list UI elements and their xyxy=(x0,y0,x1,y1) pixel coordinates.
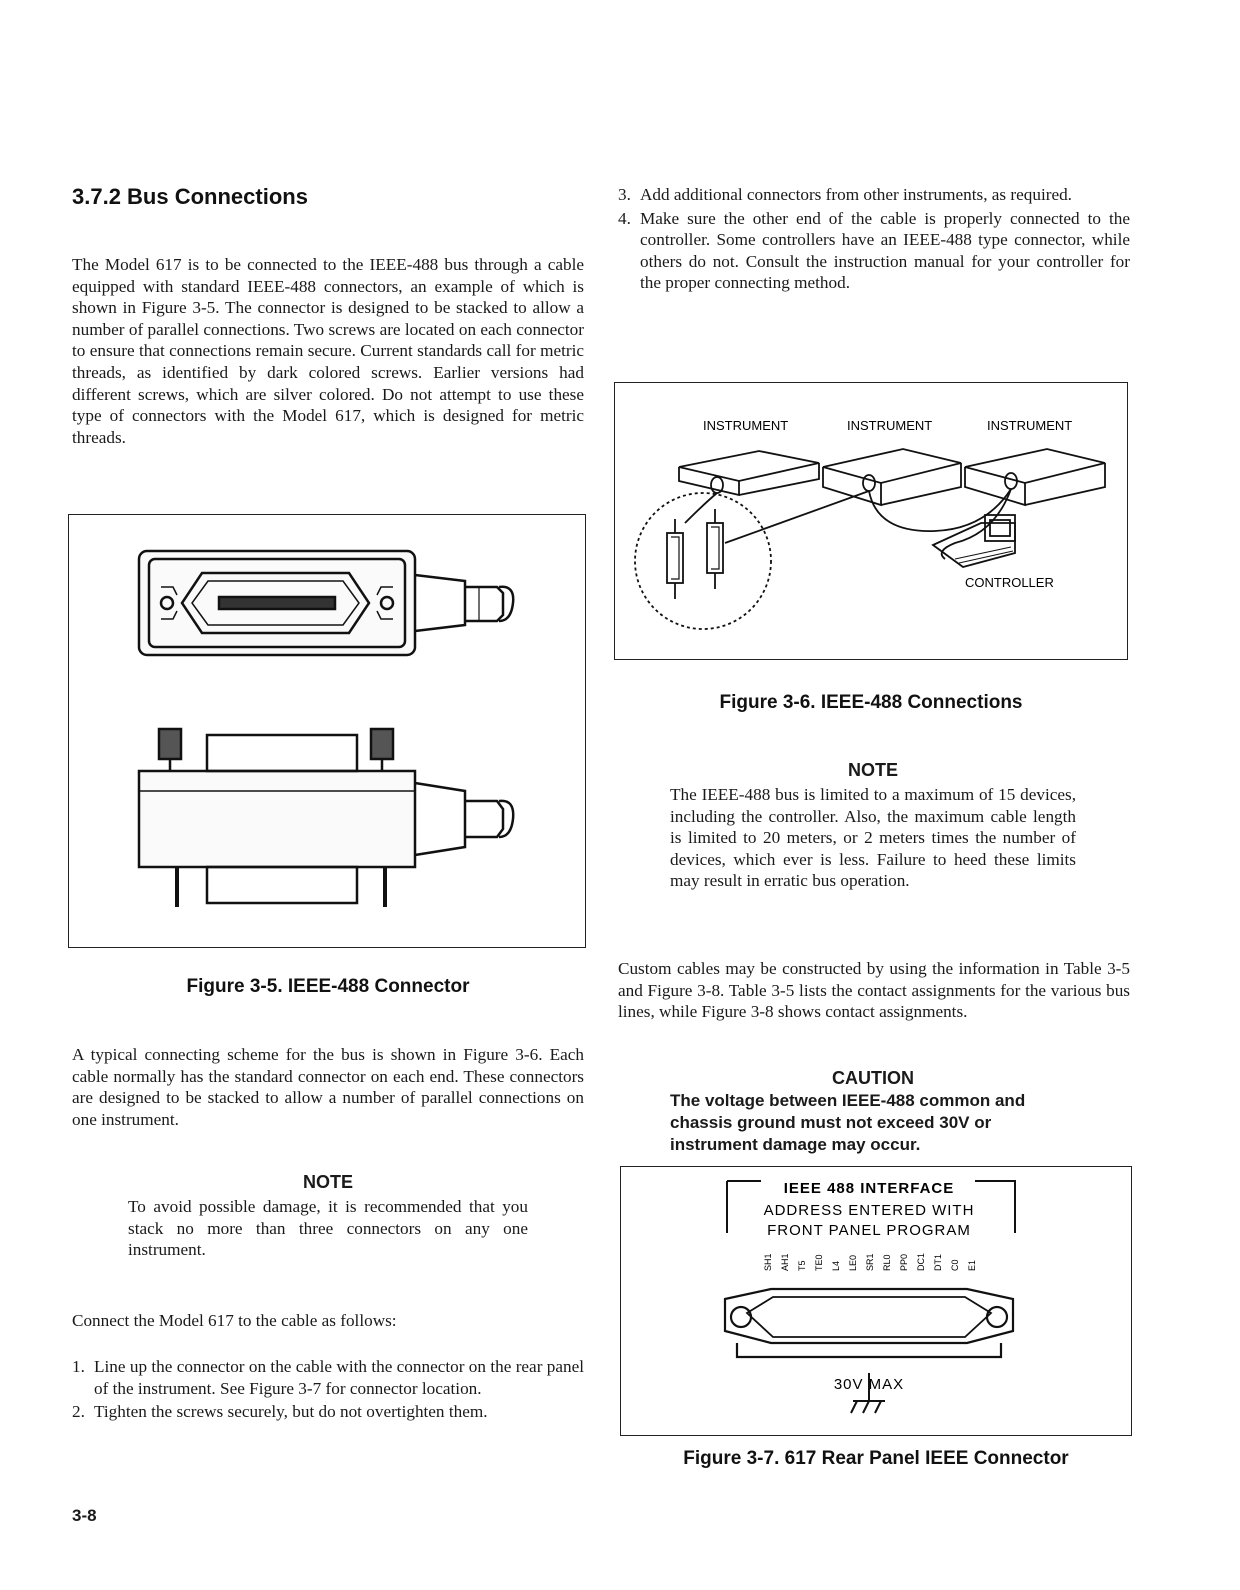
interface-label-line2: ADDRESS ENTERED WITH xyxy=(763,1202,975,1219)
figure-3-5-caption: Figure 3-5. IEEE-488 Connector xyxy=(186,976,470,997)
note-1-text: To avoid possible damage, it is recommended that you stack no more than three connectors on any one instrument. xyxy=(128,1197,528,1260)
step-number: 4. xyxy=(618,208,631,228)
interface-code: TE0 xyxy=(814,1254,824,1271)
step-item xyxy=(618,208,1130,294)
steps-list-right xyxy=(618,184,1130,296)
ieee-488-connections-diagram xyxy=(615,383,1126,658)
figure-3-6-caption: Figure 3-6. IEEE-488 Connections xyxy=(719,692,1023,713)
instrument-label-3: INSTRUMENT xyxy=(987,418,1073,433)
instrument-label-1: INSTRUMENT xyxy=(703,418,789,433)
caution-text: The voltage between IEEE-488 common and chassis ground must not exceed 30V or instrument damage may occur. xyxy=(670,1091,1026,1154)
interface-code: SH1 xyxy=(763,1253,773,1271)
step-number: 2. xyxy=(72,1402,85,1422)
note-2-title: NOTE xyxy=(847,760,898,780)
step-text: Tighten the screws securely, but do not overtighten them. xyxy=(94,1402,488,1422)
interface-code: AH1 xyxy=(780,1253,790,1271)
figure-3-6 xyxy=(614,382,1128,660)
steps-list-left xyxy=(72,1356,584,1425)
interface-code: T5 xyxy=(797,1260,807,1271)
step-text: Add additional connectors from other instruments, as required. xyxy=(640,185,1072,204)
step-number: 3. xyxy=(618,185,631,204)
interface-code: PP0 xyxy=(899,1253,909,1271)
step-number: 1. xyxy=(72,1357,85,1376)
interface-code: RL0 xyxy=(882,1254,892,1271)
interface-code: L4 xyxy=(831,1260,841,1271)
instrument-label-2: INSTRUMENT xyxy=(847,418,933,433)
interface-code: C0 xyxy=(950,1259,960,1271)
interface-code-row xyxy=(763,1253,977,1271)
interface-code: DT1 xyxy=(933,1253,943,1271)
intro-paragraph: The Model 617 is to be connected to the IEEE-488 bus through a cable equipped with standard IEEE-488 connectors, an example of which is shown in Figure 3-5. The connector is designed to be stacked to allow a number of parallel connections. Two screws are located on each connector to ensure that connections remain secure. Current standards call for metric threads, as identified by dark colored screws. Earlier versions had different screws, which are silver colored. Do not attempt to use these type of connectors with the Model 617, which is designed for metric threads. xyxy=(72,255,584,447)
max-voltage-label: 30V MAX xyxy=(833,1376,905,1393)
step-item xyxy=(72,1401,584,1423)
custom-cables-paragraph: Custom cables may be constructed by using the information in Table 3-5 and Figure 3-8. Table 3-5 lists the contact assignments for the various bus lines, while Figure 3-8 shows contact assignments. xyxy=(618,959,1130,1022)
rear-panel-connector-diagram xyxy=(621,1167,1130,1434)
figure-3-5 xyxy=(68,514,586,948)
connect-intro: Connect the Model 617 to the cable as follows: xyxy=(72,1311,397,1330)
ieee-488-connector-illustration xyxy=(69,515,584,946)
caution-title: CAUTION xyxy=(832,1068,914,1088)
interface-code: E1 xyxy=(967,1259,977,1271)
step-text: Make sure the other end of the cable is properly connected to the controller. Some controllers have an IEEE-488 type connector, while others do not. Consult the instruction manual for your controller for the proper connecting method. xyxy=(640,208,1130,293)
typical-scheme-paragraph: A typical connecting scheme for the bus is shown in Figure 3-6. Each cable normally has the standard connector on each end. These connectors are designed to be stacked to allow a number of parallel connections on one instrument. xyxy=(72,1045,584,1129)
figure-3-7 xyxy=(620,1166,1132,1436)
interface-code: SR1 xyxy=(865,1253,875,1271)
note-1-title: NOTE xyxy=(302,1172,353,1192)
step-text: Line up the connector on the cable with the connector on the rear panel of the instrument. See Figure 3-7 for connector location. xyxy=(94,1357,584,1398)
section-heading: 3.7.2 Bus Connections xyxy=(72,184,308,209)
controller-label: CONTROLLER xyxy=(965,575,1054,590)
page-number: 3-8 xyxy=(72,1506,97,1525)
note-2-text: The IEEE-488 bus is limited to a maximum of 15 devices, including the controller. Also, the maximum cable length is limited to 20 meters, or 2 meters times the number of devices, which ever is less. Failure to heed these limits may result in erratic bus operation. xyxy=(670,785,1076,891)
interface-code: LE0 xyxy=(848,1254,858,1271)
interface-code: DC1 xyxy=(916,1252,926,1271)
figure-3-7-caption: Figure 3-7. 617 Rear Panel IEEE Connector xyxy=(683,1448,1069,1469)
interface-label-line3: FRONT PANEL PROGRAM xyxy=(767,1222,971,1239)
interface-label-line1: IEEE 488 INTERFACE xyxy=(783,1180,955,1197)
step-item xyxy=(72,1356,584,1399)
step-item xyxy=(618,184,1130,206)
